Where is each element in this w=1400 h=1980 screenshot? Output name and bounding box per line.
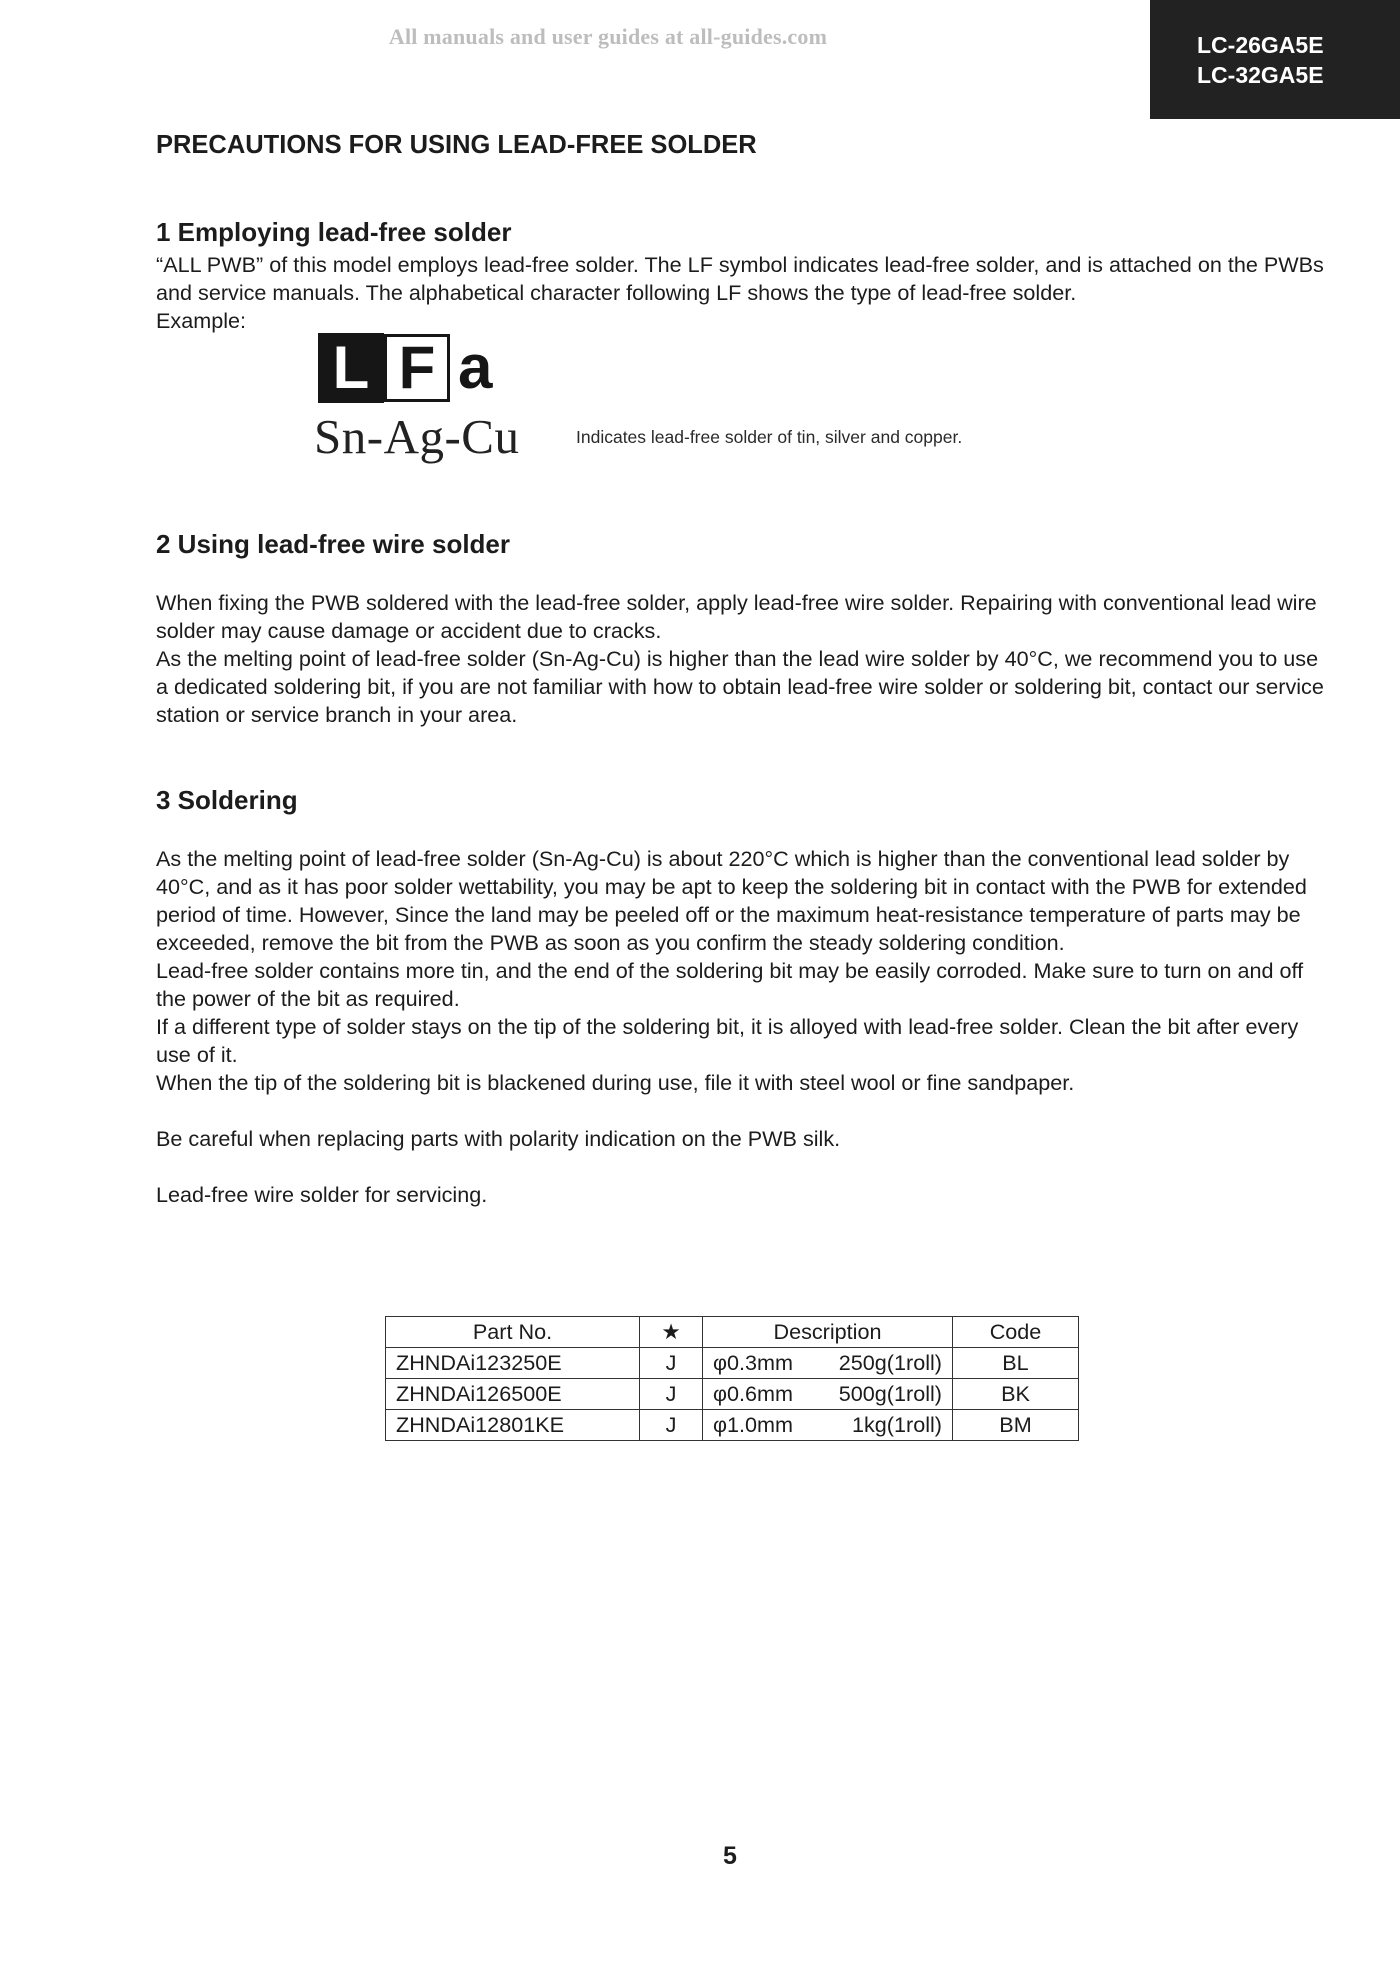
section-2-paragraph-2: As the melting point of lead-free solder (Sn-Ag-Cu) is higher than the lead wire solder by 40°C, we recommend you to use a dedicated soldering bit, if you are not familiar with how to obtain lead-free wire solder or soldering bit, contact our service station or service branch in your area.: [156, 646, 1324, 727]
header-star: ★: [640, 1317, 703, 1348]
section-2-heading: 2 Using lead-free wire solder: [156, 529, 511, 559]
section-1-heading: 1 Employing lead-free solder: [156, 217, 512, 247]
section-3-paragraph-2: Lead-free solder contains more tin, and the end of the soldering bit may be easily corroded. Make sure to turn on and off the power of the bit as required.: [156, 958, 1304, 1011]
table-row: [386, 1348, 1079, 1379]
lf-symbol-letter-l: L: [318, 333, 384, 403]
alloy-description: Indicates lead-free solder of tin, silver and copper.: [576, 427, 963, 447]
table-row: [386, 1410, 1079, 1441]
page-number: 5: [723, 1842, 737, 1870]
model-number-1: LC-26GA5E: [1197, 32, 1324, 58]
header-part-no: Part No.: [386, 1317, 640, 1348]
code-cell: BK: [953, 1379, 1079, 1410]
star-cell: J: [640, 1348, 703, 1379]
code-cell: BL: [953, 1348, 1079, 1379]
roll-weight: 500g(1roll): [838, 1381, 942, 1406]
part-number-cell: ZHNDAi12801KE: [386, 1410, 640, 1441]
part-number-cell: ZHNDAi126500E: [386, 1379, 640, 1410]
lf-symbol: [318, 333, 492, 402]
section-3-paragraph-1: As the melting point of lead-free solder (Sn-Ag-Cu) is about 220°C which is higher than the conventional lead solder by 40°C, and as it has poor solder wettability, you may be apt to keep the soldering bit in contact with the PWB for extended period of time. However, Since the land may be peeled off or the maximum heat-resistance temperature of parts may be exceeded, remove the bit from the PWB as soon as you confirm the steady soldering condition.: [156, 846, 1307, 955]
wire-size: φ1.0mm: [713, 1412, 793, 1437]
lf-symbol-letter-f: F: [384, 334, 450, 402]
section-1-body: [156, 251, 1326, 335]
lf-symbol-letter-a: a: [458, 332, 493, 402]
section-1-paragraph: “ALL PWB” of this model employs lead-free solder. The LF symbol indicates lead-free solder, and is attached on the PWBs and service manuals. The alphabetical character following LF shows the type of lead-free solder.: [156, 252, 1324, 305]
page-title: PRECAUTIONS FOR USING LEAD-FREE SOLDER: [156, 131, 757, 159]
section-3-paragraph-4: When the tip of the soldering bit is blackened during use, file it with steel wool or fine sandpaper.: [156, 1070, 1075, 1095]
wire-size: φ0.3mm: [713, 1350, 793, 1375]
alloy-label: Sn-Ag-Cu: [314, 409, 520, 464]
header-description: Description: [703, 1317, 953, 1348]
table-row: [386, 1379, 1079, 1410]
section-3-paragraph-6: Lead-free wire solder for servicing.: [156, 1182, 488, 1207]
watermark: All manuals and user guides at all-guides.com: [388, 24, 828, 49]
star-cell: J: [640, 1379, 703, 1410]
header-code: Code: [953, 1317, 1079, 1348]
section-3-body: [156, 845, 1326, 1209]
wire-size: φ0.6mm: [713, 1381, 793, 1406]
roll-weight: 250g(1roll): [838, 1350, 942, 1375]
section-3-paragraph-3: If a different type of solder stays on the tip of the soldering bit, it is alloyed with lead-free solder. Clean the bit after every use of it.: [156, 1014, 1299, 1067]
table-header-row: [386, 1317, 1079, 1348]
description-cell: [703, 1410, 953, 1441]
model-number-2: LC-32GA5E: [1197, 62, 1324, 88]
section-2-body: [156, 589, 1326, 729]
description-cell: [703, 1379, 953, 1410]
description-cell: [703, 1348, 953, 1379]
roll-weight: 1kg(1roll): [851, 1412, 942, 1437]
star-cell: J: [640, 1410, 703, 1441]
code-cell: BM: [953, 1410, 1079, 1441]
solder-parts-table: [385, 1316, 1079, 1441]
part-number-cell: ZHNDAi123250E: [386, 1348, 640, 1379]
section-2-paragraph-1: When fixing the PWB soldered with the lead-free solder, apply lead-free wire solder. Repairing with conventional lead wire solder may cause damage or accident due to cracks.: [156, 590, 1317, 643]
example-label: Example:: [156, 308, 247, 333]
model-number-box: [1150, 0, 1400, 119]
section-3-heading: 3 Soldering: [156, 785, 298, 815]
section-3-paragraph-5: Be careful when replacing parts with polarity indication on the PWB silk.: [156, 1126, 841, 1151]
